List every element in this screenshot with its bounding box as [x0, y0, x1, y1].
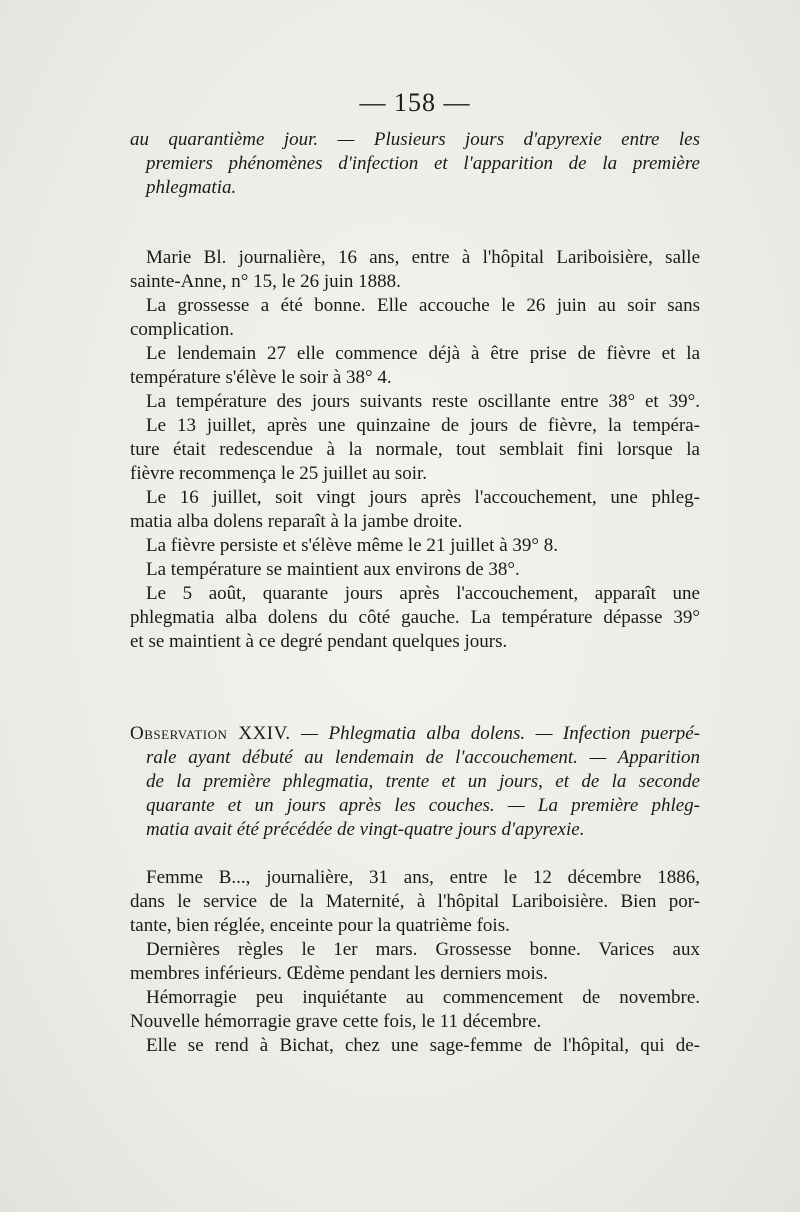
- case-text-line: dans le service de la Maternité, à l'hôpital Lariboisière. Bien por-: [130, 891, 700, 912]
- body-text: [130, 128, 700, 1058]
- case-text-line: Femme B..., journalière, 31 ans, entre le 12 décembre 1886,: [146, 867, 700, 888]
- case-text-line: La fièvre persiste et s'élève même le 21 juillet à 39° 8.: [146, 535, 558, 556]
- case-text-line: phlegmatia alba dolens du côté gauche. La température dépasse 39°: [130, 607, 700, 628]
- observation-heading: [130, 722, 700, 746]
- case-text-line: Nouvelle hémorragie grave cette fois, le 11 décembre.: [130, 1011, 542, 1032]
- case-text-line: membres inférieurs. Œdème pendant les derniers mois.: [130, 963, 548, 984]
- case-text-line: et se maintient à ce degré pendant quelques jours.: [130, 631, 508, 652]
- case-text-line: complication.: [130, 319, 234, 340]
- observation-title: — Phlegmatia alba dolens. — Infection puerpé-: [290, 723, 700, 744]
- case-text-line: température s'élève le soir à 38° 4.: [130, 367, 392, 388]
- observation-line: quarante et un jours après les couches. — La première phleg-: [146, 795, 700, 816]
- observation-line: rale ayant débuté au lendemain de l'accouchement. — Apparition: [146, 747, 700, 768]
- case-text-line: tante, bien réglée, enceinte pour la quatrième fois.: [130, 915, 510, 936]
- case-text-line: Le 16 juillet, soit vingt jours après l'accouchement, une phleg-: [146, 487, 700, 508]
- observation-line: de la première phlegmatia, trente et un jours, et de la seconde: [146, 771, 700, 792]
- intro-line: phlegmatia.: [146, 177, 237, 198]
- page-number: — 158 —: [359, 88, 471, 117]
- case-text-line: matia alba dolens reparaît à la jambe droite.: [130, 511, 463, 532]
- case-text-line: Le 5 août, quarante jours après l'accouchement, apparaît une: [146, 583, 700, 604]
- observation-line: matia avait été précédée de vingt-quatre jours d'apyrexie.: [146, 819, 585, 840]
- case-text-line: La température se maintient aux environs de 38°.: [146, 559, 520, 580]
- case-text-line: Le 13 juillet, après une quinzaine de jours de fièvre, la tempéra-: [146, 415, 700, 436]
- case-text-line: Le lendemain 27 elle commence déjà à être prise de fièvre et la: [146, 343, 700, 364]
- intro-line: premiers phénomènes d'infection et l'apparition de la première: [146, 153, 700, 174]
- case-text-line: fièvre recommença le 25 juillet au soir.: [130, 463, 428, 484]
- case-text-line: La température des jours suivants reste oscillante entre 38° et 39°.: [146, 391, 700, 412]
- case-text-line: sainte-Anne, n° 15, le 26 juin 1888.: [130, 271, 401, 292]
- case-text-line: Elle se rend à Bichat, chez une sage-femme de l'hôpital, qui de-: [146, 1035, 700, 1056]
- case-text-line: ture était redescendue à la normale, tout semblait fini lorsque la: [130, 439, 700, 460]
- case-text-line: La grossesse a été bonne. Elle accouche le 26 juin au soir sans: [146, 295, 700, 316]
- observation-label: Observation XXIV.: [130, 723, 291, 744]
- intro-line: au quarantième jour. — Plusieurs jours d'apyrexie entre les: [130, 129, 700, 150]
- case-text-line: Dernières règles le 1er mars. Grossesse bonne. Varices aux: [146, 939, 700, 960]
- case-text-line: Hémorragie peu inquiétante au commencement de novembre.: [146, 987, 700, 1008]
- case-text-line: Marie Bl. journalière, 16 ans, entre à l'hôpital Lariboisière, salle: [146, 247, 700, 268]
